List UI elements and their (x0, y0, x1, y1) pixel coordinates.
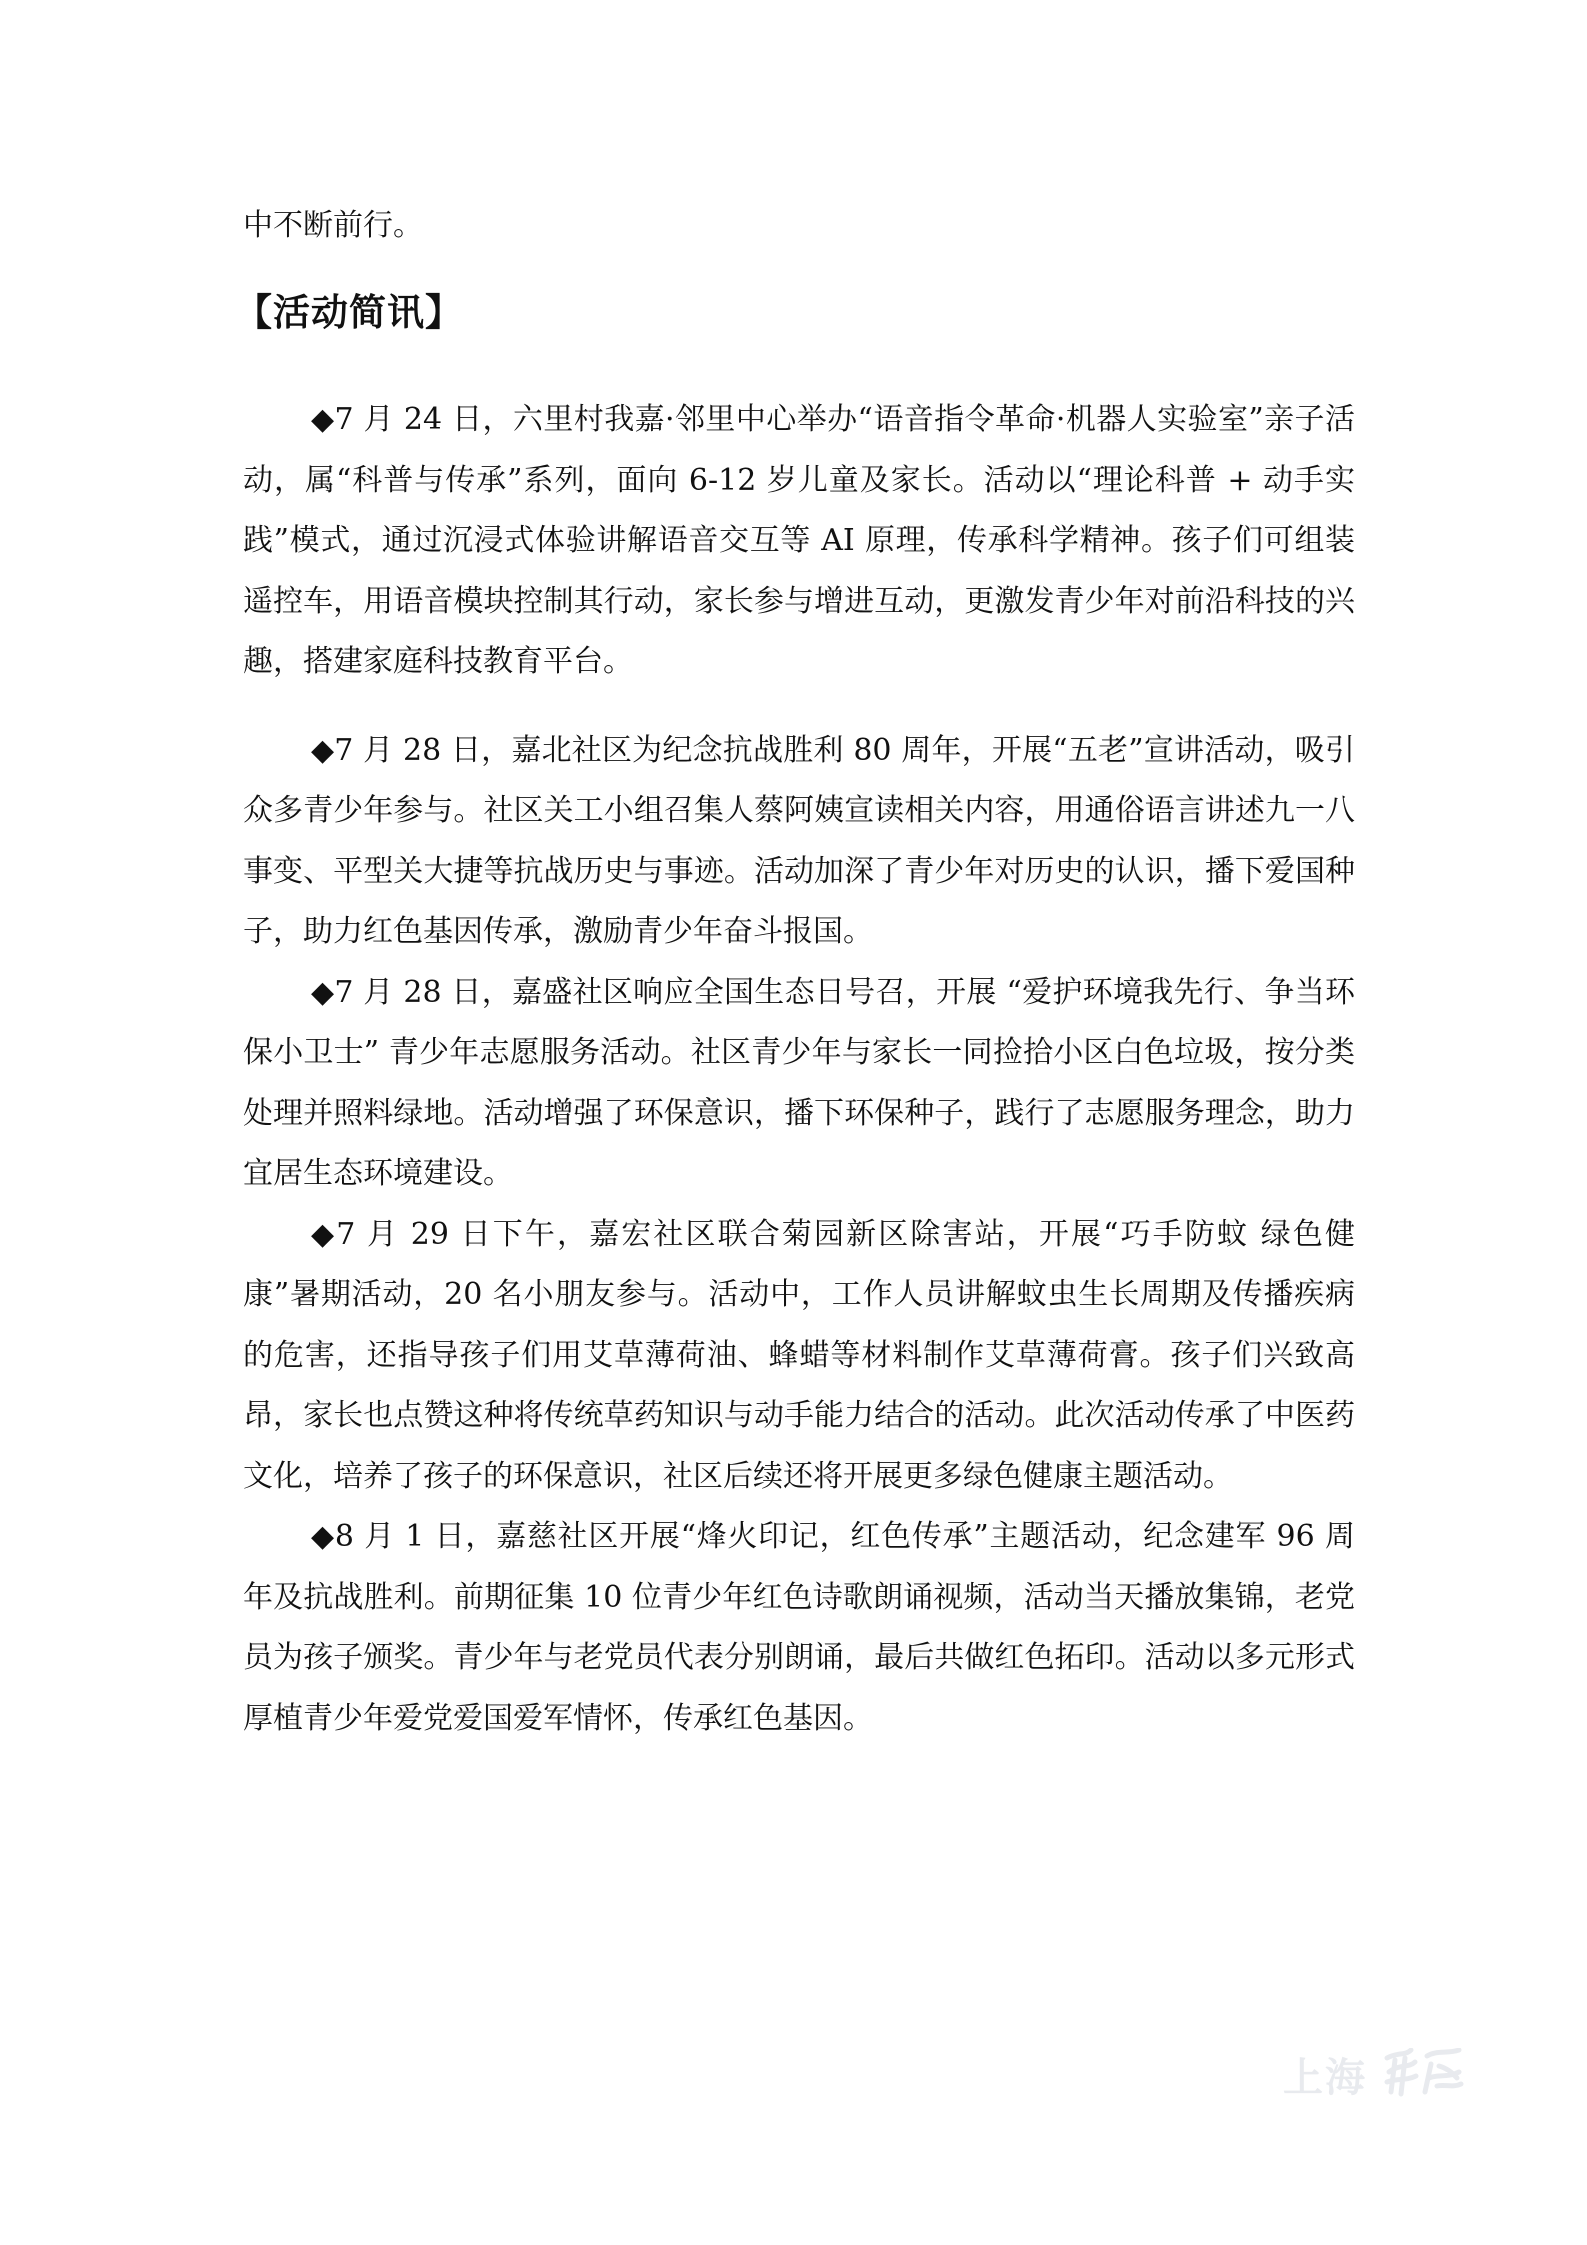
diamond-bullet-icon: ◆ (311, 1519, 335, 1554)
watermark (1283, 2046, 1467, 2103)
news-item-text: 7 月 28 日，嘉盛社区响应全国生态日号召，开展 “爱护环境我先行、争当环保小卫士” 青少年志愿服务活动。社区青少年与家长一同捡拾小区白色垃圾，按分类处理并照料绿地。活动增强了环保意识，播下环保种子，践行了志愿服务理念，助力宜居生态环境建设。 (243, 974, 1355, 1191)
news-item-text: 8 月 1 日，嘉慈社区开展“烽火印记，红色传承”主题活动，纪念建军 96 周年及抗战胜利。前期征集 10 位青少年红色诗歌朗诵视频，活动当天播放集锦，老党员为孩子颁奖。青少年与老党员代表分别朗诵，最后共做红色拓印。活动以多元形式厚植青少年爱党爱国爱军情怀，传承红色基因。 (243, 1519, 1355, 1736)
watermark-text: 上海 (1283, 2055, 1367, 2101)
news-item (243, 390, 1355, 693)
diamond-bullet-icon: ◆ (311, 974, 335, 1010)
news-item-text: 7 月 29 日下午，嘉宏社区联合菊园新区除害站，开展“巧手防蚊 绿色健康”暑期活动，20 名小朋友参与。活动中，工作人员讲解蚊虫生长周期及传播疾病的危害，还指导孩子们用艾草薄荷油、蜂蜡等材料制作艾草薄荷膏。孩子们兴致高昂，家长也点赞这种将传统草药知识与动手能力结合的活动。此次活动传承了中医药文化，培养了孩子的环保意识，社区后续还将开展更多绿色健康主题活动。 (243, 1216, 1355, 1494)
news-item-text: 7 月 28 日，嘉北社区为纪念抗战胜利 80 周年，开展“五老”宣讲活动，吸引众多青少年参与。社区关工小组召集人蔡阿姨宣读相关内容，用通俗语言讲述九一八事变、平型关大捷等抗战历史与事迹。活动加深了青少年对历史的认识，播下爱国种子，助力红色基因传承，激励青少年奋斗报国。 (243, 732, 1355, 949)
news-item (243, 1205, 1355, 1508)
news-item-text: 7 月 24 日，六里村我嘉·邻里中心举办“语音指令革命·机器人实验室”亲子活动，属“科普与传承”系列，面向 6-12 岁儿童及家长。活动以“理论科普 + 动手实践”模式，通过沉浸式体验讲解语音交互等 AI 原理，传承科学精神。孩子们可组装遥控车，用语音模块控制其行动，家长参与增进互动，更激发青少年对前沿科技的兴趣，搭建家庭科技教育平台。 (243, 402, 1355, 679)
diamond-bullet-icon: ◆ (311, 1216, 337, 1252)
news-list (243, 390, 1355, 1749)
text-column (235, 196, 1355, 1749)
continuation-paragraph: 中不断前行。 (243, 208, 423, 243)
news-item (243, 963, 1355, 1205)
news-item (243, 721, 1355, 963)
section-heading: 【活动简讯】 (235, 290, 463, 334)
news-item (243, 1507, 1355, 1749)
diamond-bullet-icon: ◆ (311, 732, 335, 768)
diamond-bullet-icon: ◆ (311, 402, 335, 437)
jiading-logo-icon (1379, 2048, 1467, 2102)
